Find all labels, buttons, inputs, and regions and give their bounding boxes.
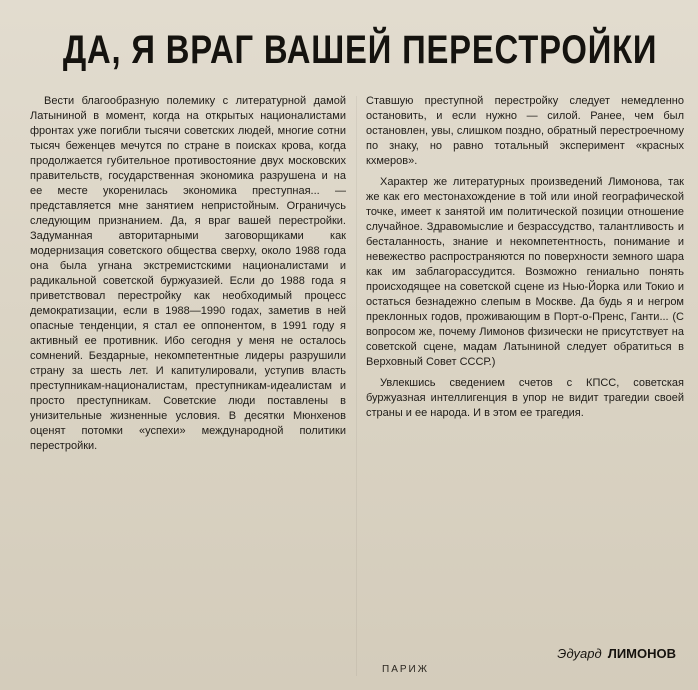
author-last-name: ЛИМОНОВ (607, 646, 676, 661)
article-paragraph: Увлекшись сведением счетов с КПСС, советская буржуазная интеллигенция в упор не видит трагедии своей страны и ее народа. И в этом ее трагедия. (366, 377, 684, 419)
article-paragraph: Ставшую преступной перестройку следует немедленно остановить, и если нужно — силой. Ранее, чем был остановлен, увы, слишком поздно, обратный перестроечному по знаку, но равно тотальный эксперимент «красных кхмеров». (366, 95, 684, 167)
article-column-right (366, 94, 684, 427)
article-paragraph: Вести благообразную полемику с литературной дамой Латыниной в момент, когда на открытых националистами фронтах уже погибли тысячи советских людей, многие сотни тысяч беженцев мечутся по стране в поисках крова, когда продолжается губительное противостояние двух московских правительств, государственная экономика разрушена и на ее месте укоренилась экономика преступная... — представляется мне занятием непристойным. Ограничусь следующим признанием. Да, я враг вашей перестройки. Задуманная авторитарными заговорщиками как модернизация советского общества сверху, около 1988 года она была угнана экстремистскими националистами и радикальной советской буржуазией. Если до 1988 года я приветствовал перестройку как необходимый процесс демократизации, если в 1988—1990 годах, заметив в ней опасные тенденции, я стал ее оппонентом, в 1991 году я активный ее противник. Ибо сегодня у меня не осталось сомнений. Бездарные, некомпетентные лидеры разрушили страну за шесть лет. И капитулировали, уступив власть преступникам-националистам, преступникам-идеалистам и просто преступникам. Советские люди поставлены в унизительные жизненные условия. В десятки Мюнхенов оценят потомки «успехи» международной политики перестройки. (30, 95, 346, 452)
article-headline: ДА, Я ВРАГ ВАШЕЙ ПЕРЕСТРОЙКИ (62, 28, 658, 72)
column-divider (356, 96, 357, 676)
author-first-name: Эдуард (557, 646, 602, 661)
author-byline (557, 646, 676, 661)
dateline: ПАРИЖ (382, 664, 429, 675)
article-column-left (30, 94, 346, 460)
article-paragraph: Характер же литературных произведений Лимонова, так же как его местонахождение в той или иной географической точке, имеет к занятой им политической позиции отношение случайное. Здравомыслие и безрассудство, талантливость и бесталанность, знание и некомпетентность, понимание и невежество распространяются по поверхности земного шара как им заблагорассудится. Возможно гениально понять происходящее на советской сцене из Нью-Йорка или Токио и остаться безнадежно слепым в Москве. Да будь я и негром преклонных годов, проживающим в Порт-о-Пренс, Ганти... (С вопросом же, почему Лимонов физически не присутствует на советской сцене, мадам Латыниной следует обратиться в Верховный Совет СССР.) (366, 176, 684, 368)
